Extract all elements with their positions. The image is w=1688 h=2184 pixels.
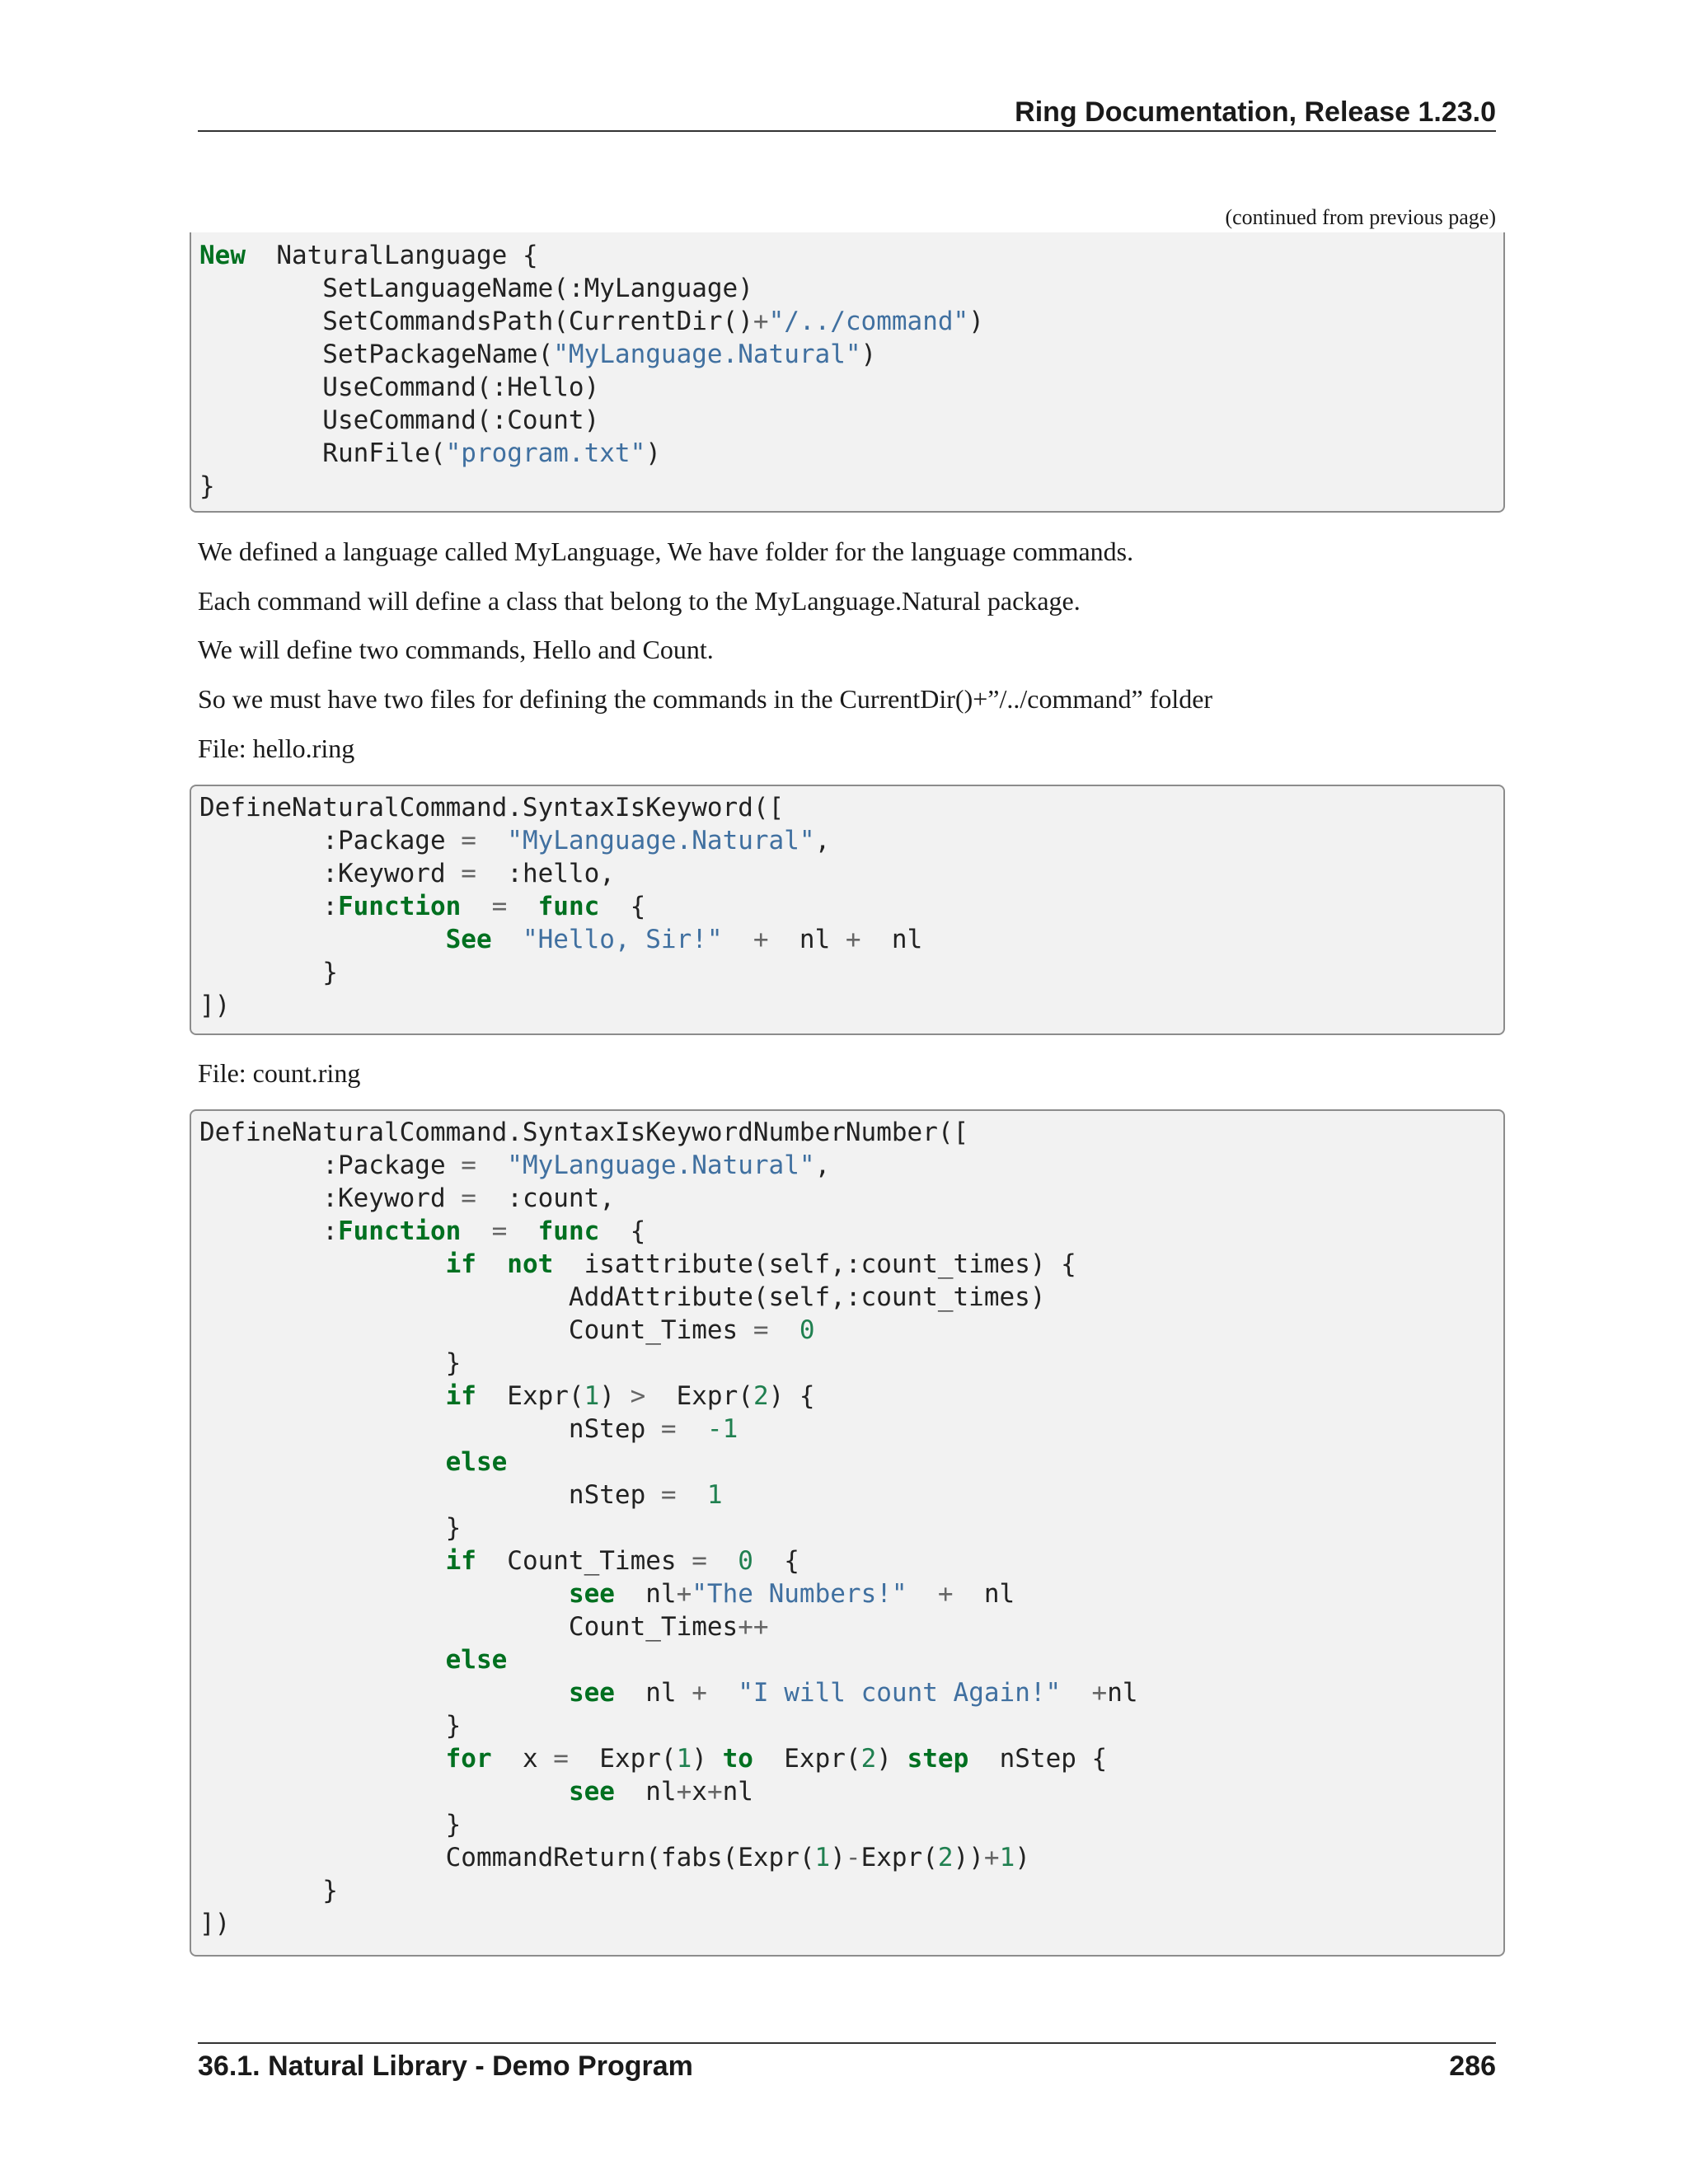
code-token: to — [722, 1744, 753, 1774]
code-token: { — [599, 1216, 646, 1246]
code-token: not — [507, 1249, 554, 1279]
code-token: } — [199, 1711, 462, 1741]
code-token: nl — [614, 1579, 677, 1609]
code-token: = — [660, 1480, 677, 1510]
paragraph-two-commands: We will define two commands, Hello and Count. — [198, 635, 714, 664]
code-line — [199, 956, 1503, 989]
code-token: Expr( — [568, 1744, 677, 1774]
code-token: "The Numbers!" — [692, 1579, 907, 1609]
page-footer — [198, 2042, 1496, 2088]
code-token: Expr( — [645, 1381, 753, 1411]
code-line — [199, 890, 1503, 923]
code-token — [199, 1579, 569, 1609]
continued-note: (continued from previous page) — [1225, 205, 1496, 229]
code-line — [199, 1610, 1503, 1643]
code-token: isattribute(self,:count_times) { — [553, 1249, 1076, 1279]
code-token: ]) — [199, 991, 231, 1020]
code-token — [199, 925, 446, 954]
code-token: if — [445, 1249, 476, 1279]
code-token: Expr( — [476, 1381, 584, 1411]
file-label-hello: File: hello.ring — [198, 733, 355, 763]
code-line — [199, 1215, 1503, 1248]
code-token — [461, 892, 491, 921]
code-token: SetPackageName( — [199, 340, 554, 369]
code-token: + — [676, 1777, 692, 1807]
code-token — [476, 826, 507, 855]
code-token: New — [199, 241, 246, 270]
code-token: DefineNaturalCommand.SyntaxIsKeywordNumberNumber([ — [199, 1118, 969, 1147]
code-token: see — [568, 1579, 615, 1609]
code-line — [199, 1742, 1503, 1775]
code-line — [199, 1676, 1503, 1709]
code-token — [492, 925, 523, 954]
code-token — [707, 1678, 738, 1708]
code-token: = — [660, 1414, 677, 1444]
code-token: } — [199, 1876, 338, 1905]
code-token: : — [199, 892, 338, 921]
code-token: + — [983, 1843, 1000, 1872]
code-token: = — [753, 1315, 769, 1345]
code-line — [199, 989, 1503, 1022]
code-token: - — [845, 1843, 861, 1872]
code-token: :Keyword — [199, 1183, 462, 1213]
code-token: nStep — [199, 1480, 661, 1510]
code-token: Function — [337, 892, 462, 921]
code-token: AddAttribute(self,:count_times) — [199, 1282, 1046, 1312]
code-token: "program.txt" — [445, 438, 646, 468]
code-token: see — [568, 1777, 615, 1807]
code-token — [199, 1678, 569, 1708]
code-token: Count_Times — [476, 1546, 692, 1576]
code-token: 1 — [814, 1843, 831, 1872]
code-token: 0 — [738, 1546, 753, 1576]
code-token: } — [199, 471, 215, 501]
code-token: } — [199, 1348, 462, 1378]
code-token: = — [461, 1151, 476, 1180]
code-token: : — [199, 1216, 338, 1246]
code-token: Expr( — [860, 1843, 938, 1872]
paragraph-language-defined: We defined a language called MyLanguage, We have folder for the language commands. — [198, 537, 1134, 566]
code-token: "Hello, Sir!" — [522, 925, 723, 954]
code-token: ) — [968, 307, 984, 336]
code-token: ) — [599, 1381, 631, 1411]
code-line — [199, 272, 1503, 305]
code-token: -1 — [706, 1414, 738, 1444]
code-line — [199, 923, 1503, 956]
code-token: nl — [860, 925, 923, 954]
code-token: ) — [1015, 1843, 1030, 1872]
code-token: + — [676, 1579, 692, 1609]
code-token: 1 — [706, 1480, 723, 1510]
code-token: NaturalLanguage { — [246, 241, 538, 270]
code-token: ++ — [738, 1612, 769, 1642]
code-token — [199, 1645, 446, 1675]
code-line — [199, 1907, 1503, 1940]
code-token: = — [491, 1216, 508, 1246]
code-token: = — [461, 859, 476, 888]
code-token — [723, 925, 753, 954]
code-line — [199, 1841, 1503, 1874]
code-token: 2 — [753, 1381, 769, 1411]
code-token: DefineNaturalCommand.SyntaxIsKeyword([ — [199, 793, 785, 823]
code-token: "MyLanguage.Natural" — [507, 1151, 815, 1180]
code-line — [199, 824, 1503, 857]
code-token: UseCommand(:Count) — [199, 405, 600, 435]
code-line — [199, 1643, 1503, 1676]
code-token: x — [692, 1777, 707, 1807]
code-line — [199, 1709, 1503, 1742]
code-token: } — [199, 1513, 462, 1543]
code-token: CommandReturn(fabs(Expr( — [199, 1843, 815, 1872]
code-token: { — [753, 1546, 799, 1576]
code-token: + — [1091, 1678, 1108, 1708]
code-token: if — [445, 1381, 476, 1411]
code-line — [199, 1544, 1503, 1577]
code-token: , — [814, 826, 831, 855]
code-token: if — [445, 1546, 476, 1576]
code-line — [199, 791, 1503, 824]
code-token: ) — [830, 1843, 846, 1872]
code-token: + — [753, 307, 769, 336]
code-token: SetLanguageName(:MyLanguage) — [199, 274, 753, 303]
code-token: nStep { — [968, 1744, 1108, 1774]
code-token: :count, — [476, 1183, 615, 1213]
code-token: ]) — [199, 1909, 231, 1938]
code-line — [199, 1182, 1503, 1215]
code-token: nl — [614, 1678, 692, 1708]
code-line — [199, 371, 1503, 404]
code-token: :Package — [199, 826, 462, 855]
code-token: see — [568, 1678, 615, 1708]
code-token: RunFile( — [199, 438, 446, 468]
code-token: ) — [692, 1744, 723, 1774]
code-token: :Package — [199, 1151, 462, 1180]
code-line — [199, 1314, 1503, 1347]
code-line — [199, 1808, 1503, 1841]
paragraph-two-files: So we must have two files for defining the commands in the CurrentDir()+”/../command” folder — [198, 684, 1213, 714]
code-token: "MyLanguage.Natural" — [553, 340, 861, 369]
code-token — [707, 1546, 738, 1576]
code-token: 2 — [937, 1843, 954, 1872]
code-token: nl — [722, 1777, 753, 1807]
code-token — [476, 1249, 507, 1279]
code-block-hello — [190, 785, 1505, 1035]
code-line — [199, 1775, 1503, 1808]
code-token: "/../command" — [768, 307, 969, 336]
code-token — [199, 1381, 446, 1411]
code-token: 1 — [999, 1843, 1015, 1872]
code-token — [907, 1579, 938, 1609]
code-token — [199, 1777, 569, 1807]
page-header — [198, 94, 1496, 132]
code-token: Count_Times — [199, 1315, 753, 1345]
code-line — [199, 1380, 1503, 1413]
code-token: step — [907, 1744, 969, 1774]
code-token: + — [937, 1579, 954, 1609]
code-token: = — [692, 1546, 707, 1576]
code-token — [507, 1216, 537, 1246]
code-line — [199, 1446, 1503, 1479]
code-token: ) — [876, 1744, 907, 1774]
footer-section-title: 36.1. Natural Library - Demo Program — [198, 2050, 693, 2082]
code-token: } — [199, 958, 338, 987]
code-token: Expr( — [753, 1744, 861, 1774]
code-token: :Keyword — [199, 859, 462, 888]
code-token — [199, 1744, 446, 1774]
code-token: 0 — [799, 1315, 815, 1345]
code-token: = — [461, 1183, 476, 1213]
code-token: = — [553, 1744, 569, 1774]
paragraph-command-class: Each command will define a class that belong to the MyLanguage.Natural package. — [198, 586, 1081, 616]
code-token: 2 — [860, 1744, 877, 1774]
code-token — [199, 1447, 446, 1477]
code-token: + — [845, 925, 861, 954]
code-token: nl — [768, 925, 846, 954]
document-title: Ring Documentation, Release 1.23.0 — [1015, 96, 1496, 128]
code-token: 1 — [584, 1381, 600, 1411]
code-token: Function — [337, 1216, 462, 1246]
code-token — [769, 1315, 799, 1345]
code-line — [199, 1479, 1503, 1511]
code-token: { — [599, 892, 646, 921]
code-token: > — [630, 1381, 646, 1411]
page-number: 286 — [1449, 2050, 1496, 2082]
code-token: nl — [614, 1777, 677, 1807]
code-token: nl — [1107, 1678, 1138, 1708]
code-token: , — [814, 1151, 831, 1180]
code-token: nStep — [199, 1414, 661, 1444]
code-block-natural-language — [190, 232, 1505, 513]
code-token: Count_Times — [199, 1612, 738, 1642]
code-token: ) { — [768, 1381, 815, 1411]
code-token: + — [753, 925, 769, 954]
code-token: :hello, — [476, 859, 615, 888]
code-token: nl — [953, 1579, 1015, 1609]
code-token: func — [537, 892, 600, 921]
code-line — [199, 1281, 1503, 1314]
code-token — [461, 1216, 491, 1246]
code-token: x — [491, 1744, 554, 1774]
code-line — [199, 305, 1503, 338]
code-line — [199, 437, 1503, 470]
code-token — [677, 1480, 707, 1510]
code-token — [677, 1414, 707, 1444]
code-token: ) — [645, 438, 661, 468]
code-token: else — [445, 1645, 508, 1675]
code-token: else — [445, 1447, 508, 1477]
code-token: "MyLanguage.Natural" — [507, 826, 815, 855]
code-line — [199, 1413, 1503, 1446]
code-token: )) — [953, 1843, 984, 1872]
code-token — [199, 1249, 446, 1279]
code-line — [199, 1347, 1503, 1380]
code-token: + — [706, 1777, 723, 1807]
code-line — [199, 470, 1503, 503]
code-token — [476, 1151, 507, 1180]
code-token: } — [199, 1810, 462, 1840]
code-token: "I will count Again!" — [738, 1678, 1062, 1708]
file-label-count: File: count.ring — [198, 1058, 361, 1088]
code-token: ) — [860, 340, 877, 369]
code-token: 1 — [676, 1744, 692, 1774]
code-line — [199, 239, 1503, 272]
code-line — [199, 857, 1503, 890]
code-line — [199, 1577, 1503, 1610]
code-token: + — [692, 1678, 707, 1708]
code-token — [1061, 1678, 1091, 1708]
code-block-count — [190, 1109, 1505, 1957]
code-token: = — [491, 892, 508, 921]
code-token: for — [445, 1744, 492, 1774]
code-line — [199, 1511, 1503, 1544]
code-token: = — [461, 826, 476, 855]
code-token: See — [445, 925, 492, 954]
code-line — [199, 338, 1503, 371]
code-token: UseCommand(:Hello) — [199, 373, 600, 402]
code-token — [507, 892, 537, 921]
code-line — [199, 1248, 1503, 1281]
code-line — [199, 1874, 1503, 1907]
code-line — [199, 1116, 1503, 1149]
code-token — [199, 1546, 446, 1576]
code-line — [199, 1149, 1503, 1182]
code-line — [199, 404, 1503, 437]
code-token: SetCommandsPath(CurrentDir() — [199, 307, 753, 336]
code-token: func — [537, 1216, 600, 1246]
